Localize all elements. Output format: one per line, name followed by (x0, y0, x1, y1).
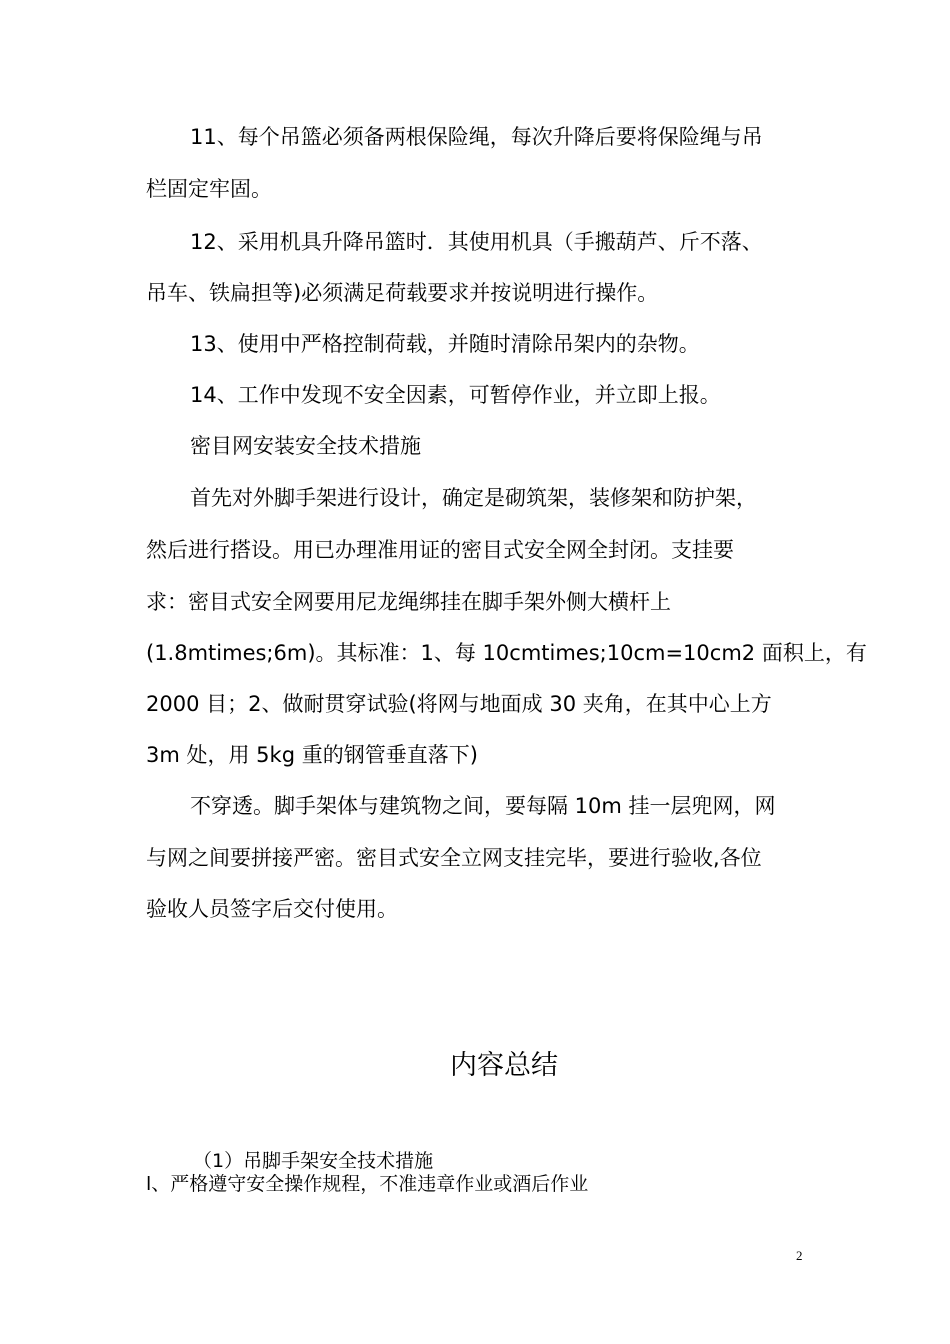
paragraph-line: 2000 目；2、做耐贯穿试验(将网与地面成 30 夹角，在其中心上方 (146, 692, 772, 716)
paragraph-line: 吊车、铁扁担等)必须满足荷载要求并按说明进行操作。 (146, 281, 659, 305)
section-heading: 密目网安装安全技术措施 (190, 434, 421, 458)
summary-title: 内容总结 (450, 1050, 558, 1081)
paragraph-line: 首先对外脚手架进行设计，确定是砌筑架，装修架和防护架， (190, 486, 757, 510)
paragraph-line: 14、工作中发现不安全因素，可暂停作业，并立即上报。 (190, 383, 721, 407)
paragraph-line: 然后进行搭设。用已办理准用证的密目式安全网全封闭。支挂要 (146, 538, 734, 562)
page-number: 2 (796, 1248, 803, 1263)
paragraph-line: 3m 处，用 5kg 重的钢管垂直落下) (146, 743, 478, 767)
paragraph-line: 验收人员签字后交付使用。 (146, 897, 398, 921)
summary-item: l、严格遵守安全操作规程，不准违章作业或酒后作业 (146, 1173, 589, 1195)
paragraph-line: 11、每个吊篮必须备两根保险绳，每次升降后要将保险绳与吊 (190, 125, 763, 149)
paragraph-line: 不穿透。脚手架体与建筑物之间，要每隔 10m 挂一层兜网，网 (190, 794, 776, 818)
summary-subheading: （1）吊脚手架安全技术措施 (193, 1150, 434, 1172)
paragraph-line: 12、采用机具升降吊篮时．其使用机具（手搬葫芦、斤不落、 (190, 230, 763, 254)
paragraph-line: 与网之间要拼接严密。密目式安全立网支挂完毕，要进行验收,各位 (146, 846, 762, 870)
paragraph-line: 13、使用中严格控制荷载，并随时清除吊架内的杂物。 (190, 332, 700, 356)
paragraph-line: 求：密目式安全网要用尼龙绳绑挂在脚手架外侧大横杆上 (146, 590, 671, 614)
paragraph-line: 栏固定牢固。 (146, 177, 272, 201)
paragraph-line: (1.8mtimes;6m)。其标准：1、每 10cmtimes;10cm=10cm2 面积上，有 (146, 641, 867, 665)
